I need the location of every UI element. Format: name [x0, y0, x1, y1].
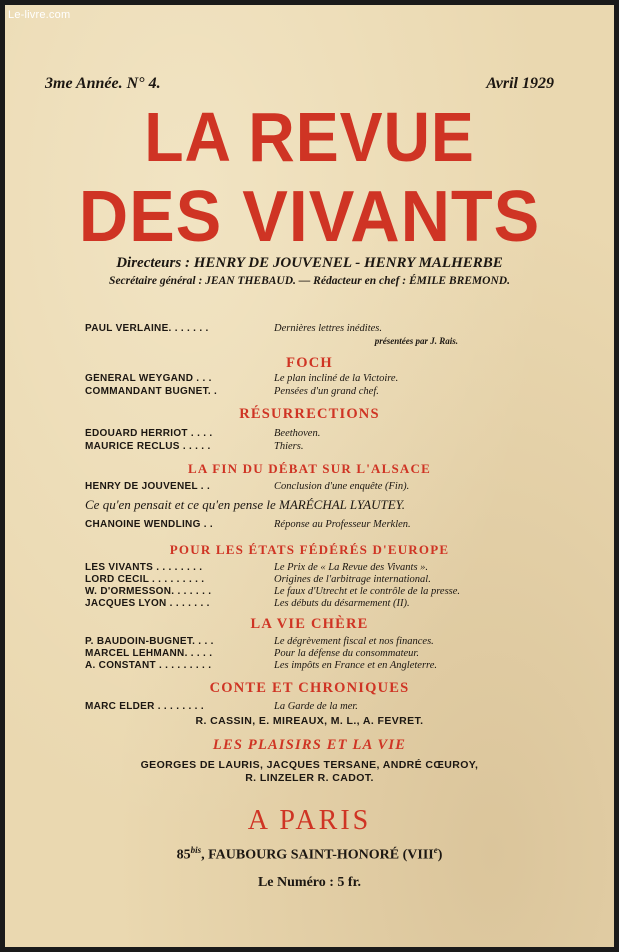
city: A PARIS	[247, 805, 372, 836]
toc-work: Beethoven.	[274, 428, 321, 439]
toc-author: MARC ELDER . . . . . . . .	[85, 701, 204, 712]
toc-entry	[5, 701, 614, 715]
toc-author: CHANOINE WENDLING . .	[85, 519, 213, 530]
address-bis: bis	[190, 845, 202, 855]
chroniques-authors: R. CASSIN, E. MIREAUX, M. L., A. FEVRET.	[195, 715, 424, 727]
issue-header	[45, 75, 554, 97]
issue-date: Avril 1929	[486, 75, 554, 92]
toc-entry	[5, 441, 614, 455]
toc-author: JACQUES LYON . . . . . . .	[85, 598, 210, 609]
publisher-address	[5, 845, 614, 864]
toc-work: Le dégrèvement fiscal et nos finances.	[274, 636, 434, 647]
section-heading-alsace: LA FIN DU DÉBAT SUR L'ALSACE	[188, 461, 431, 476]
toc-note: présentées par J. Rais.	[374, 336, 458, 346]
toc-author: PAUL VERLAINE. . . . . . .	[85, 323, 209, 334]
plaisirs-authors-1: GEORGES DE LAURIS, JACQUES TERSANE, ANDRÉ CŒUROY,	[140, 759, 479, 771]
toc-author: GÉNÉRAL WEYGAND . . .	[85, 373, 212, 384]
toc-entry	[5, 373, 614, 387]
toc-entry	[5, 519, 614, 533]
issue-number: 3me Année. N° 4.	[45, 75, 161, 92]
toc-work: Origines de l'arbitrage international.	[274, 574, 431, 585]
toc-author: P. BAUDOIN-BUGNET. . . .	[85, 636, 214, 647]
address-arr-sup: e	[433, 845, 438, 855]
address-close: )	[437, 847, 443, 863]
toc-work: Thiers.	[274, 441, 304, 452]
title-line-2: DES VIVANTS	[78, 177, 541, 257]
toc-author: MAURICE RECLUS . . . . .	[85, 441, 211, 452]
magazine-cover	[5, 5, 614, 947]
secretary-line: Secrétaire général : JEAN THEBAUD. — Rédacteur en chef : ÉMILE BREMOND.	[109, 275, 510, 287]
toc-entry	[5, 481, 614, 495]
toc-author: ÉDOUARD HERRIOT . . . .	[85, 428, 213, 439]
toc-author: HENRY DE JOUVENEL . .	[85, 481, 211, 492]
toc-work: Le faux d'Utrecht et le contrôle de la presse.	[274, 586, 461, 597]
toc-author: LORD CECIL . . . . . . . . .	[85, 574, 205, 585]
plaisirs-authors-2: R. LINZELER R. CADOT.	[245, 772, 374, 784]
watermark: Le-livre.com	[8, 9, 71, 21]
toc-entry	[5, 660, 614, 674]
issue-price: Le Numéro : 5 fr.	[257, 875, 362, 890]
toc-author: A. CONSTANT . . . . . . . . .	[85, 660, 212, 671]
toc-work: Les impôts en France et en Angleterre.	[274, 660, 438, 671]
toc-work: Conclusion d'une enquête (Fin).	[274, 481, 410, 492]
address-number: 85	[176, 847, 191, 863]
toc-work: Dernières lettres inédites.	[274, 323, 382, 334]
toc-work: La Garde de la mer.	[274, 701, 358, 712]
toc-entry	[5, 598, 614, 612]
section-heading-plaisirs: LES PLAISIRS ET LA VIE	[212, 737, 407, 753]
section-heading-conte: CONTE ET CHRONIQUES	[209, 680, 410, 696]
toc-work: Pour la défense du consommateur.	[274, 648, 419, 659]
toc-work: Pensées d'un grand chef.	[274, 386, 379, 397]
section-heading-europe: POUR LES ÉTATS FÉDÉRÉS D'EUROPE	[169, 542, 450, 557]
section-heading-foch: FOCH	[286, 355, 333, 371]
section-heading-vie-chere: LA VIE CHÈRE	[250, 616, 369, 632]
toc-author: W. D'ORMESSON. . . . . . .	[85, 586, 212, 597]
directors-line: Directeurs : HENRY DE JOUVENEL - HENRY MALHERBE	[116, 255, 503, 271]
title-line-1: LA REVUE	[144, 98, 475, 176]
toc-entry	[5, 323, 614, 337]
toc-long-entry: Ce qu'en pensait et ce qu'en pense le MARÉCHAL LYAUTEY.	[85, 497, 405, 512]
toc-author: LES VIVANTS . . . . . . . .	[85, 562, 203, 573]
toc-work: Réponse au Professeur Merklen.	[274, 519, 411, 530]
toc-work: Les débuts du désarmement (II).	[274, 598, 410, 609]
toc-author: COMMANDANT BUGNET. .	[85, 386, 218, 397]
toc-work: Le Prix de « La Revue des Vivants ».	[274, 562, 429, 573]
toc-entry	[5, 428, 614, 442]
section-heading-resurrections: RÉSURRECTIONS	[239, 406, 380, 422]
address-street: , FAUBOURG SAINT-HONORÉ (VIII	[201, 847, 434, 863]
toc-entry	[5, 386, 614, 400]
toc-work: Le plan incliné de la Victoire.	[274, 373, 399, 384]
toc-author: MARCEL LEHMANN. . . . .	[85, 648, 213, 659]
